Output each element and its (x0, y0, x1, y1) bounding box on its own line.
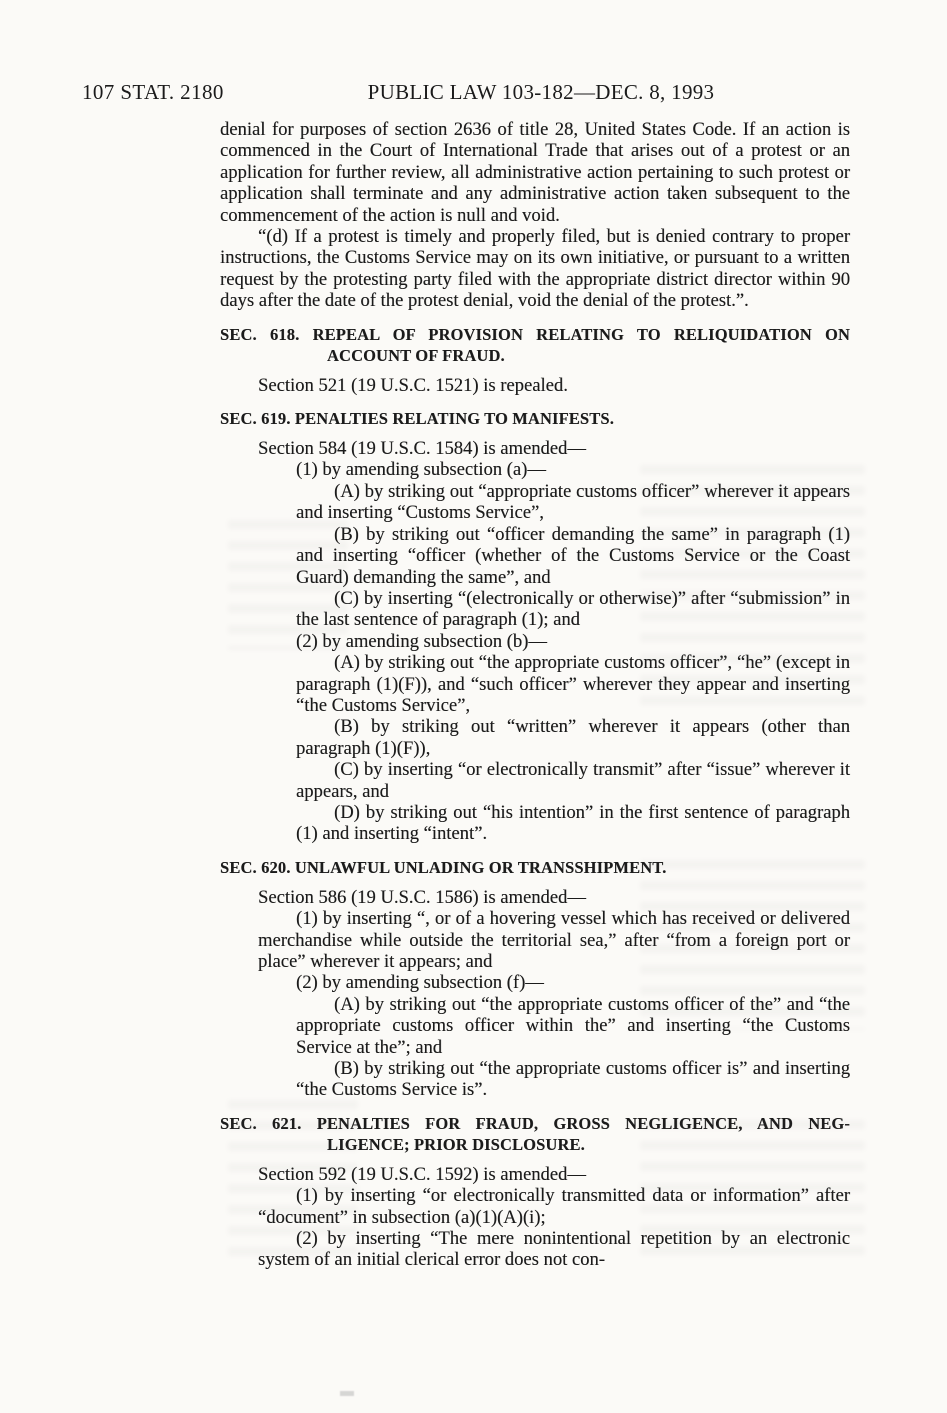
statute-paragraph: (B) by striking out “officer demanding the same” in paragraph (1) and inserting “officer (whether of the Customs Service or the Coast Guard) demanding the same”, and (296, 523, 850, 588)
heading-line: SEC. 618. REPEAL OF PROVISION RELATING TO RELIQUIDATION ON (220, 324, 850, 344)
statute-paragraph: (A) by striking out “the appropriate customs officer”, “he” (except in paragraph (1)(F)), and “such officer” wherever they appear and inserting “the Customs Service”, (296, 652, 850, 716)
heading-line: ACCOUNT OF FRAUD. (327, 345, 505, 365)
statute-paragraph: (1) by inserting “or electronically transmitted data or information” after “document” in subsection (a)(1)(A)(i); (258, 1185, 850, 1228)
section-heading (220, 324, 850, 366)
statute-paragraph: (B) by striking out “written” wherever it appears (other than paragraph (1)(F)), (296, 716, 850, 759)
statute-paragraph: (B) by striking out “the appropriate customs officer is” and inserting “the Customs Service is”. (296, 1058, 850, 1101)
statute-paragraph: (2) by amending subsection (f)— (296, 972, 544, 994)
statute-paragraph: denial for purposes of section 2636 of title 28, United States Code. If an action is commenced in the Court of International Trade that arises out of a protest or an application for further review, all administrative action pertaining to such protest or application shall terminate and any administrative action taken subsequent to the commencement of the action is null and void. (220, 119, 850, 226)
statute-paragraph: Section 584 (19 U.S.C. 1584) is amended— (258, 438, 586, 460)
heading-line: LIGENCE; PRIOR DISCLOSURE. (327, 1134, 585, 1154)
scan-speck (340, 1391, 354, 1396)
document-body (220, 119, 850, 1271)
section-heading (220, 857, 850, 878)
page-header (0, 80, 947, 108)
statute-paragraph: (C) by inserting “or electronically transmit” after “issue” wherever it appears, and (296, 759, 850, 802)
statute-paragraph: (2) by inserting “The mere nonintentional repetition by an electronic system of an initial clerical error does not con- (258, 1228, 850, 1271)
statute-paragraph: (1) by inserting “, or of a hovering vessel which has received or delivered merchandise while outside the territorial sea,” after “from a foreign port or place” wherever it appears; and (258, 908, 850, 972)
statute-paragraph: (A) by striking out “the appropriate customs officer of the” and “the appropriate customs officer within the” and inserting “the Customs Service at the”; and (296, 993, 850, 1058)
statute-paragraph: (1) by amending subsection (a)— (296, 459, 546, 481)
heading-line: SEC. 620. UNLAWFUL UNLADING OR TRANSSHIPMENT. (220, 857, 667, 877)
statute-paragraph: (C) by inserting “(electronically or otherwise)” after “submission” in the last sentence of paragraph (1); and (296, 587, 850, 631)
statute-paragraph: “(d) If a protest is timely and properly filed, but is denied contrary to proper instructions, the Customs Service may on its own initiative, or pursuant to a written request by the protesting party filed with the appropriate district director within 90 days after the date of the protest denial, void the denial of the protest.”. (220, 226, 850, 312)
running-head-law-title: PUBLIC LAW 103-182—DEC. 8, 1993 (367, 80, 715, 104)
section-heading (220, 1113, 850, 1155)
statute-paragraph: (2) by amending subsection (b)— (296, 630, 547, 652)
statute-paragraph: (A) by striking out “appropriate customs officer” wherever it appears and inserting “Customs Service”, (296, 480, 850, 524)
statute-paragraph: Section 521 (19 U.S.C. 1521) is repealed. (258, 374, 568, 396)
heading-line: SEC. 619. PENALTIES RELATING TO MANIFESTS. (220, 409, 614, 429)
statute-paragraph: Section 592 (19 U.S.C. 1592) is amended— (258, 1163, 586, 1185)
statute-paragraph: (D) by striking out “his intention” in the first sentence of paragraph (1) and inserting “intent”. (296, 801, 850, 845)
stat-page-number: 107 STAT. 2180 (82, 80, 224, 104)
heading-line: SEC. 621. PENALTIES FOR FRAUD, GROSS NEGLIGENCE, AND NEG- (220, 1113, 850, 1133)
section-heading (220, 408, 850, 429)
statute-paragraph: Section 586 (19 U.S.C. 1586) is amended— (258, 886, 586, 908)
